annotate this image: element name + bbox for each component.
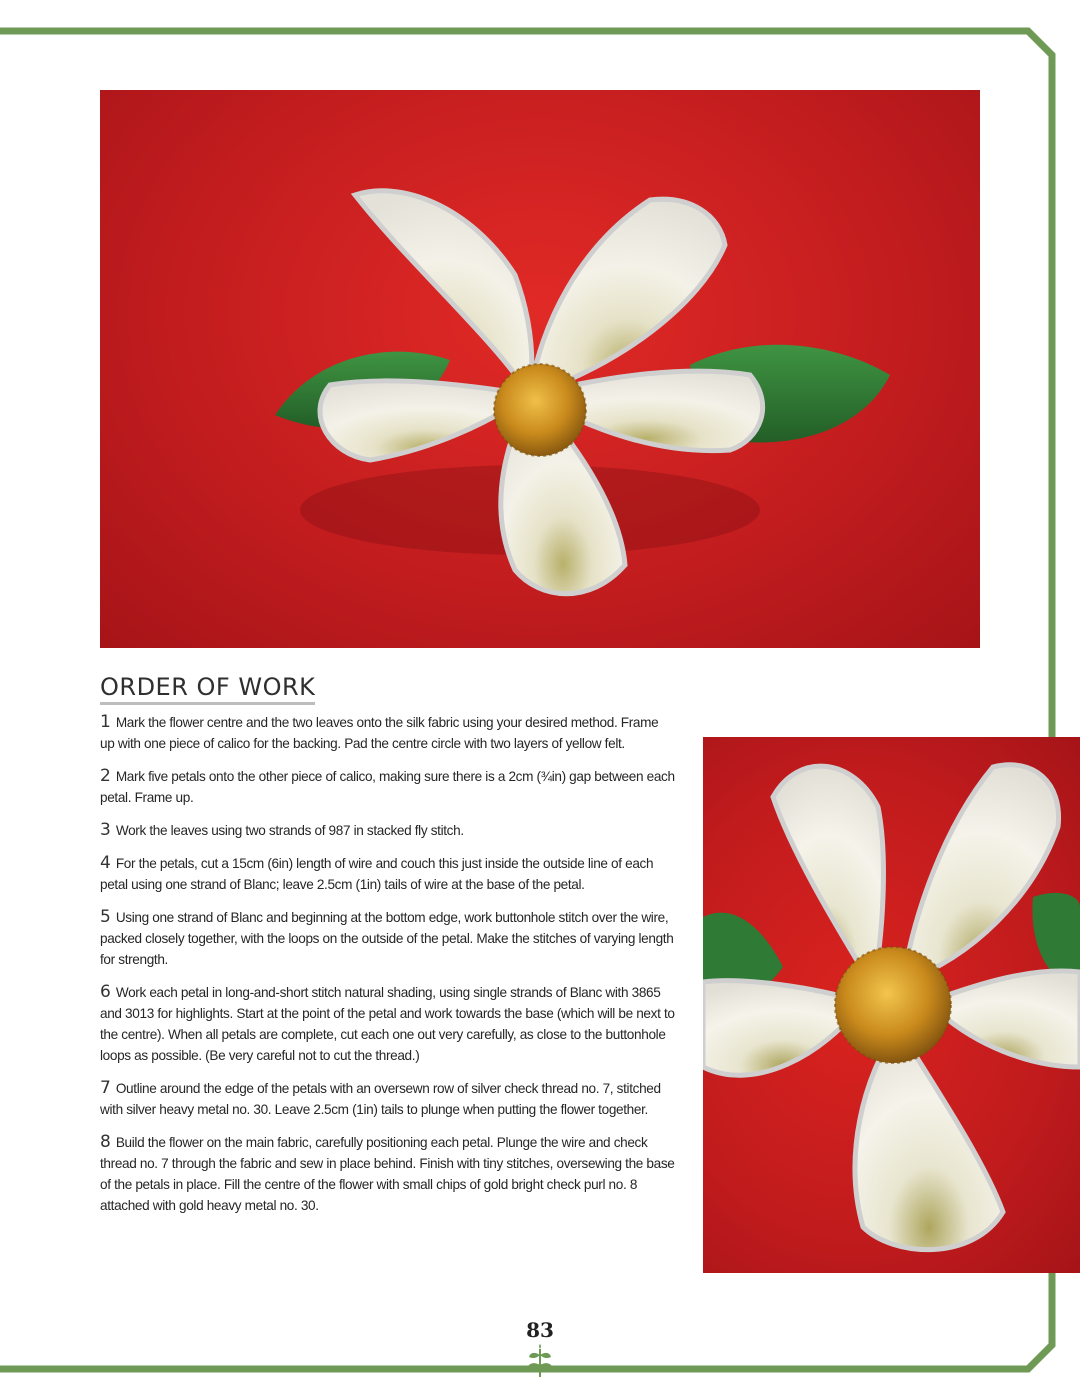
order-of-work-list xyxy=(100,712,676,1228)
page-number: 83 xyxy=(526,1318,554,1342)
section-heading: ORDER OF WORK xyxy=(100,674,315,705)
step-item xyxy=(100,1132,676,1216)
step-number: 1 xyxy=(100,712,111,732)
step-text: Mark five petals onto the other piece of calico, making sure there is a 2cm (¾in) gap between each petal. Frame up. xyxy=(100,769,675,805)
step-text: Outline around the edge of the petals with an oversewn row of silver check thread no. 7, stitched with silver heavy metal no. 30. Leave 2.5cm (1in) tails to plunge when putting the flower together. xyxy=(100,1081,661,1117)
step-number: 3 xyxy=(100,820,111,840)
step-number: 6 xyxy=(100,982,111,1002)
step-item xyxy=(100,1078,676,1120)
step-text: For the petals, cut a 15cm (6in) length of wire and couch this just inside the outside line of each petal using one strand of Blanc; leave 2.5cm (1in) tails of wire at the base of the petal. xyxy=(100,856,654,892)
step-number: 8 xyxy=(100,1132,111,1152)
step-text: Build the flower on the main fabric, carefully positioning each petal. Plunge the wire and check thread no. 7 through the fabric and sew in place behind. Finish with tiny stitches, oversewing the base of the petals in place. Fill the centre of the flower with small chips of gold bright check purl no. 8 attached with gold heavy metal no. 30. xyxy=(100,1135,675,1213)
step-item xyxy=(100,712,676,754)
step-number: 7 xyxy=(100,1078,111,1098)
step-item xyxy=(100,766,676,808)
step-item xyxy=(100,982,676,1066)
step-text: Work the leaves using two strands of 987 in stacked fly stitch. xyxy=(115,823,464,838)
step-number: 4 xyxy=(100,853,111,873)
step-number: 5 xyxy=(100,907,111,927)
step-text: Work each petal in long-and-short stitch natural shading, using single strands of Blanc with 3865 and 3013 for highlights. Start at the point of the petal and work towards the base (which will be next to the centre). When all petals are complete, cut each one out very carefully, as close to the buttonhole loops as possible. (Be very careful not to cut the thread.) xyxy=(100,985,675,1063)
step-number: 2 xyxy=(100,766,111,786)
step-text: Using one strand of Blanc and beginning at the bottom edge, work buttonhole stitch over the wire, packed closely together, with the loops on the outside of the petal. Make the stitches of varying length for strength. xyxy=(100,910,674,967)
hero-photo-embroidered-flower xyxy=(100,90,980,648)
step-item xyxy=(100,820,676,841)
step-item xyxy=(100,907,676,970)
step-text: Mark the flower centre and the two leaves onto the silk fabric using your desired method. Frame up with one piece of calico for the backing. Pad the centre circle with two layers of yellow felt. xyxy=(100,715,659,751)
closeup-photo-embroidered-flower xyxy=(703,737,1080,1273)
step-item xyxy=(100,853,676,895)
leaf-sprig-icon xyxy=(524,1343,556,1379)
